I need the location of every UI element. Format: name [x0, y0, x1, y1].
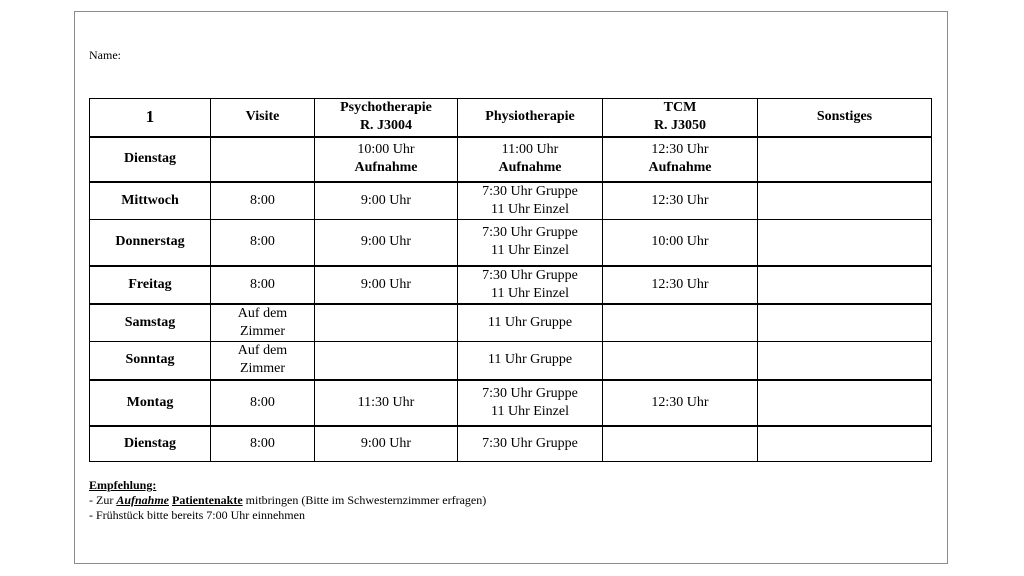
- sonstiges-cell: [758, 182, 932, 220]
- table-row: [90, 137, 932, 182]
- visite-cell: Auf dem Zimmer: [211, 304, 315, 342]
- table-row: [90, 220, 932, 266]
- recommendation-notes: [89, 478, 486, 523]
- psychotherapie-cell: [315, 304, 458, 342]
- header-cell-number: 1: [90, 99, 211, 137]
- day-cell: Sonntag: [90, 342, 211, 380]
- schedule-table: [89, 98, 932, 462]
- visite-cell: 8:00: [211, 182, 315, 220]
- sonstiges-cell: [758, 266, 932, 304]
- name-label: Name:: [89, 48, 121, 62]
- psychotherapie-cell: [315, 342, 458, 380]
- header-cell-psychotherapie: Psychotherapie R. J3004: [315, 99, 458, 137]
- notes-line-1: - Zur Aufnahme Patientenakte mitbringen (Bitte im Schwesternzimmer erfragen): [89, 493, 487, 507]
- tcm-cell: 12:30 Uhr: [603, 182, 758, 220]
- day-cell: Mittwoch: [90, 182, 211, 220]
- sonstiges-cell: [758, 137, 932, 182]
- notes-title: Empfehlung:: [89, 478, 157, 492]
- tcm-cell: 12:30 Uhr Aufnahme: [603, 137, 758, 182]
- visite-cell: 8:00: [211, 266, 315, 304]
- psychotherapie-cell: 9:00 Uhr: [315, 266, 458, 304]
- sonstiges-cell: [758, 304, 932, 342]
- table-row: [90, 426, 932, 462]
- psychotherapie-cell: 9:00 Uhr: [315, 182, 458, 220]
- header-row: [90, 99, 932, 137]
- psychotherapie-cell: 11:30 Uhr: [315, 380, 458, 426]
- tcm-cell: [603, 342, 758, 380]
- psychotherapie-cell: 10:00 Uhr Aufnahme: [315, 137, 458, 182]
- header-cell-physiotherapie: Physiotherapie: [458, 99, 603, 137]
- table-row: [90, 342, 932, 380]
- physiotherapie-cell: 7:30 Uhr Gruppe 11 Uhr Einzel: [458, 182, 603, 220]
- sonstiges-cell: [758, 426, 932, 462]
- physiotherapie-cell: 7:30 Uhr Gruppe 11 Uhr Einzel: [458, 220, 603, 266]
- psychotherapie-cell: 9:00 Uhr: [315, 220, 458, 266]
- day-cell: Donnerstag: [90, 220, 211, 266]
- psychotherapie-cell: 9:00 Uhr: [315, 426, 458, 462]
- physiotherapie-cell: 7:30 Uhr Gruppe 11 Uhr Einzel: [458, 266, 603, 304]
- physiotherapie-cell: 11:00 Uhr Aufnahme: [458, 137, 603, 182]
- visite-cell: 8:00: [211, 380, 315, 426]
- physiotherapie-cell: 11 Uhr Gruppe: [458, 342, 603, 380]
- header-cell-sonstiges: Sonstiges: [758, 99, 932, 137]
- physiotherapie-cell: 7:30 Uhr Gruppe 11 Uhr Einzel: [458, 380, 603, 426]
- tcm-cell: 10:00 Uhr: [603, 220, 758, 266]
- visite-cell: [211, 137, 315, 182]
- tcm-cell: [603, 426, 758, 462]
- header-cell-visite: Visite: [211, 99, 315, 137]
- tcm-cell: [603, 304, 758, 342]
- day-cell: Montag: [90, 380, 211, 426]
- sonstiges-cell: [758, 342, 932, 380]
- table-row: [90, 304, 932, 342]
- tcm-cell: 12:30 Uhr: [603, 266, 758, 304]
- physiotherapie-cell: 7:30 Uhr Gruppe: [458, 426, 603, 462]
- table-row: [90, 182, 932, 220]
- visite-cell: 8:00: [211, 426, 315, 462]
- physiotherapie-cell: 11 Uhr Gruppe: [458, 304, 603, 342]
- day-cell: Dienstag: [90, 137, 211, 182]
- day-cell: Samstag: [90, 304, 211, 342]
- tcm-cell: 12:30 Uhr: [603, 380, 758, 426]
- table-row: [90, 380, 932, 426]
- day-cell: Freitag: [90, 266, 211, 304]
- notes-line-2: - Frühstück bitte bereits 7:00 Uhr einnehmen: [89, 508, 305, 522]
- visite-cell: Auf dem Zimmer: [211, 342, 315, 380]
- document-page: [74, 11, 948, 564]
- sonstiges-cell: [758, 220, 932, 266]
- table-row: [90, 266, 932, 304]
- header-cell-tcm: TCM R. J3050: [603, 99, 758, 137]
- visite-cell: 8:00: [211, 220, 315, 266]
- day-cell: Dienstag: [90, 426, 211, 462]
- sonstiges-cell: [758, 380, 932, 426]
